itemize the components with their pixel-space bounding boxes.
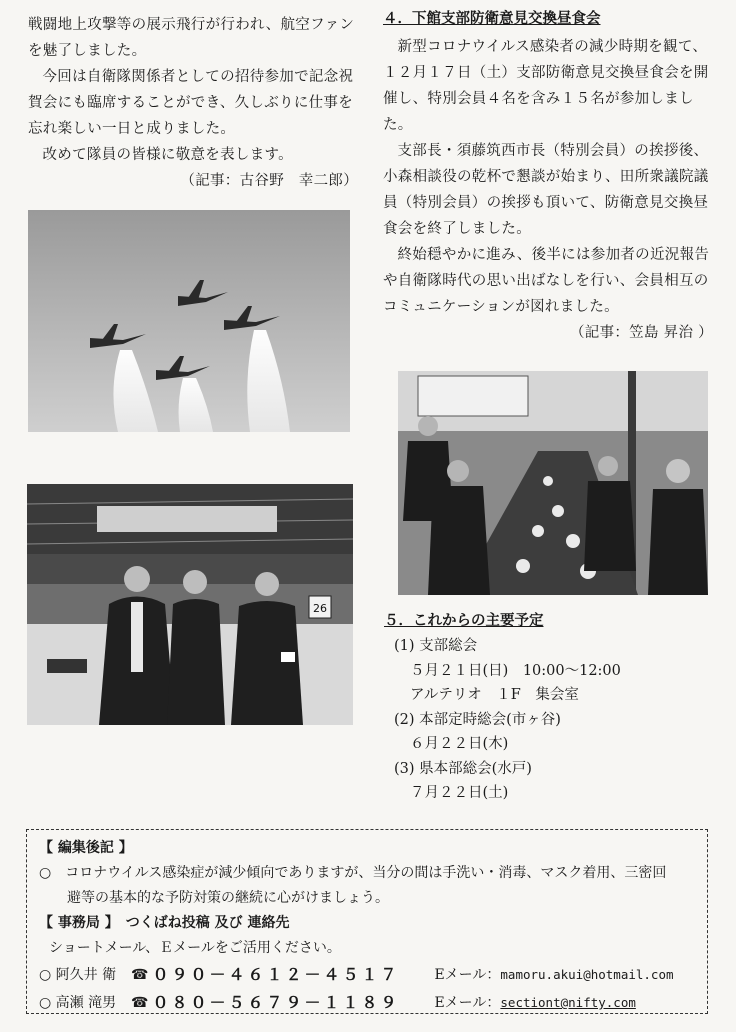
schedule-item-1-place: アルテリオ １F 集会室 (410, 687, 579, 703)
left-column-text (28, 12, 358, 194)
schedule-item-1-date: ５月２１日(日) 10:00～12:00 (410, 662, 621, 679)
contact-2-phone: ０８０－５６７９－１１８９ (152, 993, 400, 1012)
editor-notes-body-1: ○ コロナウイルス感染症が減少傾向でありますが、当分の間は手洗い・消毒、マスク着用、三密回 (39, 865, 667, 881)
editor-notes-body-2: 避等の基本的な予防対策の継続に心がけましょう。 (67, 890, 389, 906)
phone-icon: ☎ (131, 995, 149, 1011)
contact-row-2 (39, 989, 697, 1017)
schedule-item-3-date: ７月２２日(土) (410, 785, 509, 801)
editor-notes-box (26, 829, 708, 1014)
office-body: ショートメール、Ｅメールをご活用ください。 (49, 940, 341, 956)
left-para-1: 戦闘地上攻撃等の展示飛行が行われ、航空ファンを魅了しました。 (28, 17, 355, 59)
phone-icon: ☎ (131, 967, 149, 983)
schedule-section (384, 610, 714, 806)
office-title: 【 事務局 】 つくばね投稿 及び 連絡先 (39, 915, 290, 931)
contact-2-email-label: Eメール： (434, 995, 501, 1011)
schedule-item-2-title: (2) 本部定時総会(市ヶ谷) (394, 711, 561, 728)
contact-1-name: ○ 阿久井 衛 (39, 967, 117, 983)
photo-luncheon (398, 371, 708, 595)
editor-notes-title: 【 編集後記 】 (39, 840, 133, 856)
right-para-3: 終始穏やかに進み、後半には参加者の近況報告や自衛隊時代の思い出ばなしを行い、会員相互のコミュニケーションが図れました。 (383, 247, 710, 315)
section4-heading: ４．下館支部防衛意見交換昼食会 (383, 11, 601, 27)
contact-1-email[interactable]: mamoru.akui@hotmail.com (500, 967, 674, 982)
left-para-3: 改めて隊員の皆様に敬意を表します。 (42, 147, 293, 163)
photo-sign-number: 26 (313, 602, 327, 615)
right-para-1: 新型コロナウイルス感染者の減少時期を観て、１２月１７日（土）支部防衛意見交換昼食会を開催し、特別会員４名を含み１５名が参加しました。 (383, 39, 709, 133)
schedule-item-2-date: ６月２２日(木) (410, 736, 509, 752)
contact-2-name: ○ 高瀬 滝男 (39, 995, 117, 1011)
right-credit: （記事：笠島 昇治 ） (569, 325, 713, 341)
contact-1-phone: ０９０－４６１２－４５１７ (152, 965, 400, 984)
right-column-text (383, 8, 713, 346)
right-para-2: 支部長・須藤筑西市長（特別会員）の挨拶後、小森相談役の乾杯で懇談が始まり、田所衆議院議員（特別会員）の挨拶も頂いて、防衛意見交換昼食会を終了しました。 (383, 143, 709, 237)
contact-1-email-label: Eメール： (434, 967, 501, 983)
left-para-2: 今回は自衛隊関係者としての招待参加で記念祝賀会にも臨席することができ、久しぶりに仕事を忘れ楽しい一日と成りました。 (28, 69, 354, 137)
section5-heading: ５．これからの主要予定 (384, 613, 544, 629)
photo-jets-formation (28, 210, 350, 432)
schedule-item-1-title: (1) 支部総会 (394, 638, 478, 654)
left-credit: （記事：古谷野 幸二郎） (180, 173, 358, 189)
contact-row-1 (39, 961, 697, 989)
schedule-item-3-title: (3) 県本部総会(水戸) (394, 760, 532, 777)
photo-hangar-group (27, 484, 353, 725)
contact-2-email[interactable]: sectiont@nifty.com (500, 995, 636, 1010)
